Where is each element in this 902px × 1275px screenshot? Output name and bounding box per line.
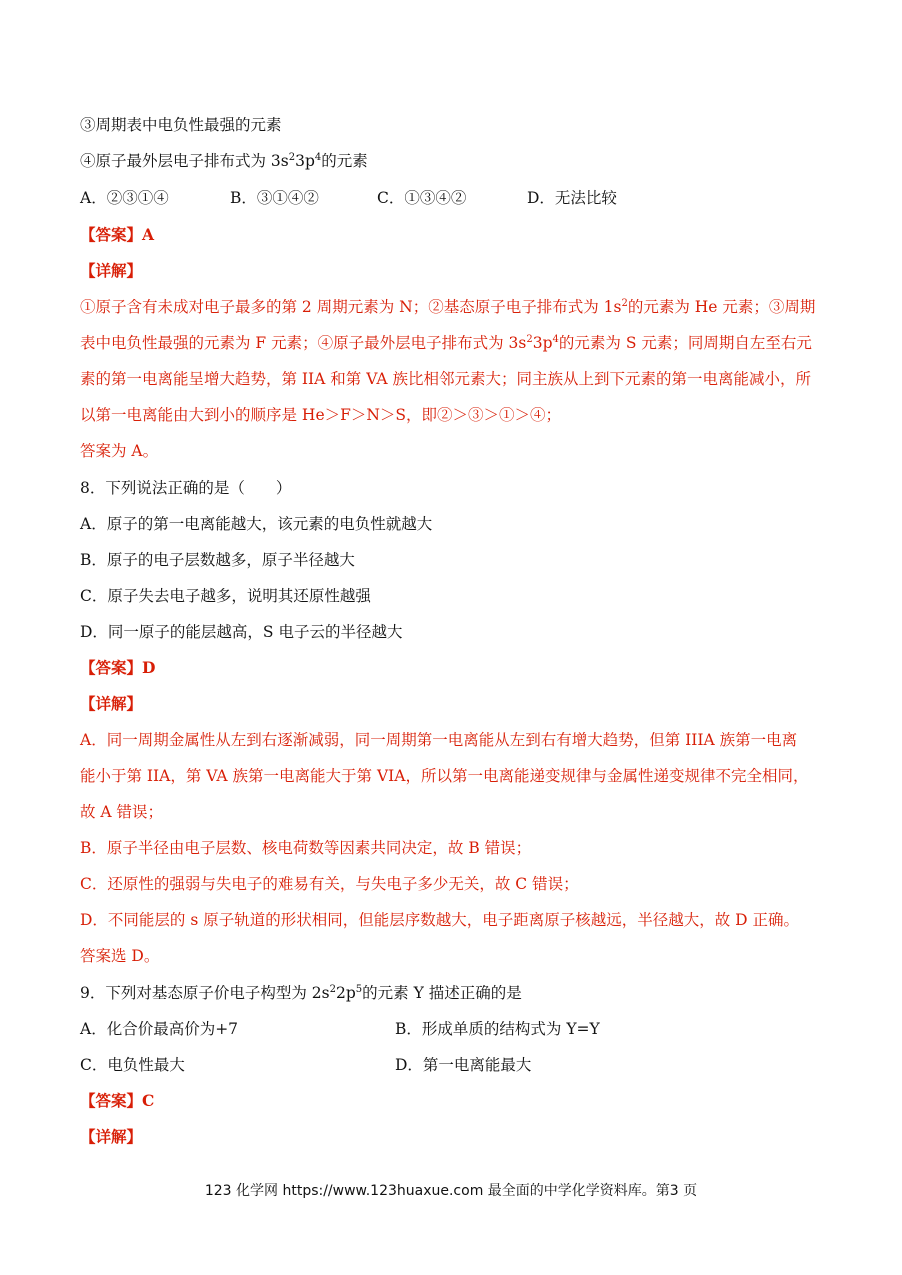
q7-detail-line-5: 答案为 A。 bbox=[80, 442, 159, 460]
q9-option-b: B．形成单质的结构式为 Y=Y bbox=[395, 1020, 600, 1038]
q8-detail-line-5: C．还原性的强弱与失电子的难易有关，与失电子多少无关，故 C 错误； bbox=[80, 875, 579, 893]
q7-option-b: B．③①④② bbox=[230, 189, 319, 207]
q7-item-4: ④原子最外层电子排布式为 $3s^23p^4$的元素 bbox=[80, 152, 368, 170]
q8-detail-line-6: D．不同能层的 s 原子轨道的形状相同，但能层序数越大，电子距离原子核越远，半径越大，故 D 正确。 bbox=[80, 911, 800, 929]
q8-option-a: A．原子的第一电离能越大，该元素的电负性就越大 bbox=[80, 515, 433, 533]
q8-option-d: D．同一原子的能层越高，S 电子云的半径越大 bbox=[80, 623, 403, 641]
q7-detail-line-2: 表中电负性最强的元素为 F 元素；④原子最外层电子排布式为 $3s^23p^4$的元素为 S 元素；同周期自左至右元 bbox=[80, 334, 812, 352]
q9-stem: 9．下列对基态原子价电子构型为 $2s^22p^5$的元素 Y 描述正确的是 bbox=[80, 984, 522, 1002]
q9-detail-label: 【详解】 bbox=[80, 1127, 143, 1146]
q7-detail-line-3: 素的第一电离能呈增大趋势，第 IIA 和第 VA 族比相邻元素大；同主族从上到下元素的第一电离能减小，所 bbox=[80, 370, 811, 388]
q9-answer: 【答案】C bbox=[80, 1091, 155, 1110]
q7-options bbox=[80, 187, 617, 209]
q7-item-3: ③周期表中电负性最强的元素 bbox=[80, 116, 282, 134]
q8-detail-line-1: A．同一周期金属性从左到右逐渐减弱，同一周期第一电离能从左到右有增大趋势，但第 IIIA 族第一电离 bbox=[80, 731, 798, 749]
q8-answer: 【答案】D bbox=[80, 658, 156, 677]
q9-option-c: C．电负性最大 bbox=[80, 1056, 185, 1074]
q8-detail-line-7: 答案选 D。 bbox=[80, 947, 160, 965]
q8-detail-line-2: 能小于第 IIA，第 VA 族第一电离能大于第 VIA，所以第一电离能递变规律与金属性递变规律不完全相同， bbox=[80, 767, 809, 785]
q9-option-d: D．第一电离能最大 bbox=[395, 1056, 532, 1074]
q7-option-c: C．①③④② bbox=[377, 189, 467, 207]
q7-detail-line-4: 以第一电离能由大到小的顺序是 He＞F＞N＞S，即②＞③＞①＞④； bbox=[80, 406, 562, 424]
q8-stem: 8．下列说法正确的是（ ） bbox=[80, 479, 292, 497]
q7-detail-line-1: ①原子含有未成对电子最多的第 2 周期元素为 N；②基态原子电子排布式为 $1s^2$的元素为 He 元素；③周期 bbox=[80, 298, 816, 316]
q7-option-a: A．②③①④ bbox=[80, 189, 169, 207]
q7-detail-label: 【详解】 bbox=[80, 261, 143, 280]
page-footer: 123 化学网 https://www.123huaxue.com 最全面的中学化学资料库。第3 页 bbox=[204, 1183, 698, 1199]
q8-option-b: B．原子的电子层数越多，原子半径越大 bbox=[80, 551, 355, 569]
q9-option-a: A．化合价最高价为+7 bbox=[80, 1020, 239, 1038]
q8-detail-line-3: 故 A 错误； bbox=[80, 803, 164, 821]
q8-option-c: C．原子失去电子越多，说明其还原性越强 bbox=[80, 587, 371, 605]
q7-option-d: D．无法比较 bbox=[527, 189, 617, 207]
q8-detail-line-4: B．原子半径由电子层数、核电荷数等因素共同决定，故 B 错误； bbox=[80, 839, 532, 857]
q7-answer: 【答案】A bbox=[80, 225, 155, 244]
q8-detail-label: 【详解】 bbox=[80, 694, 143, 713]
